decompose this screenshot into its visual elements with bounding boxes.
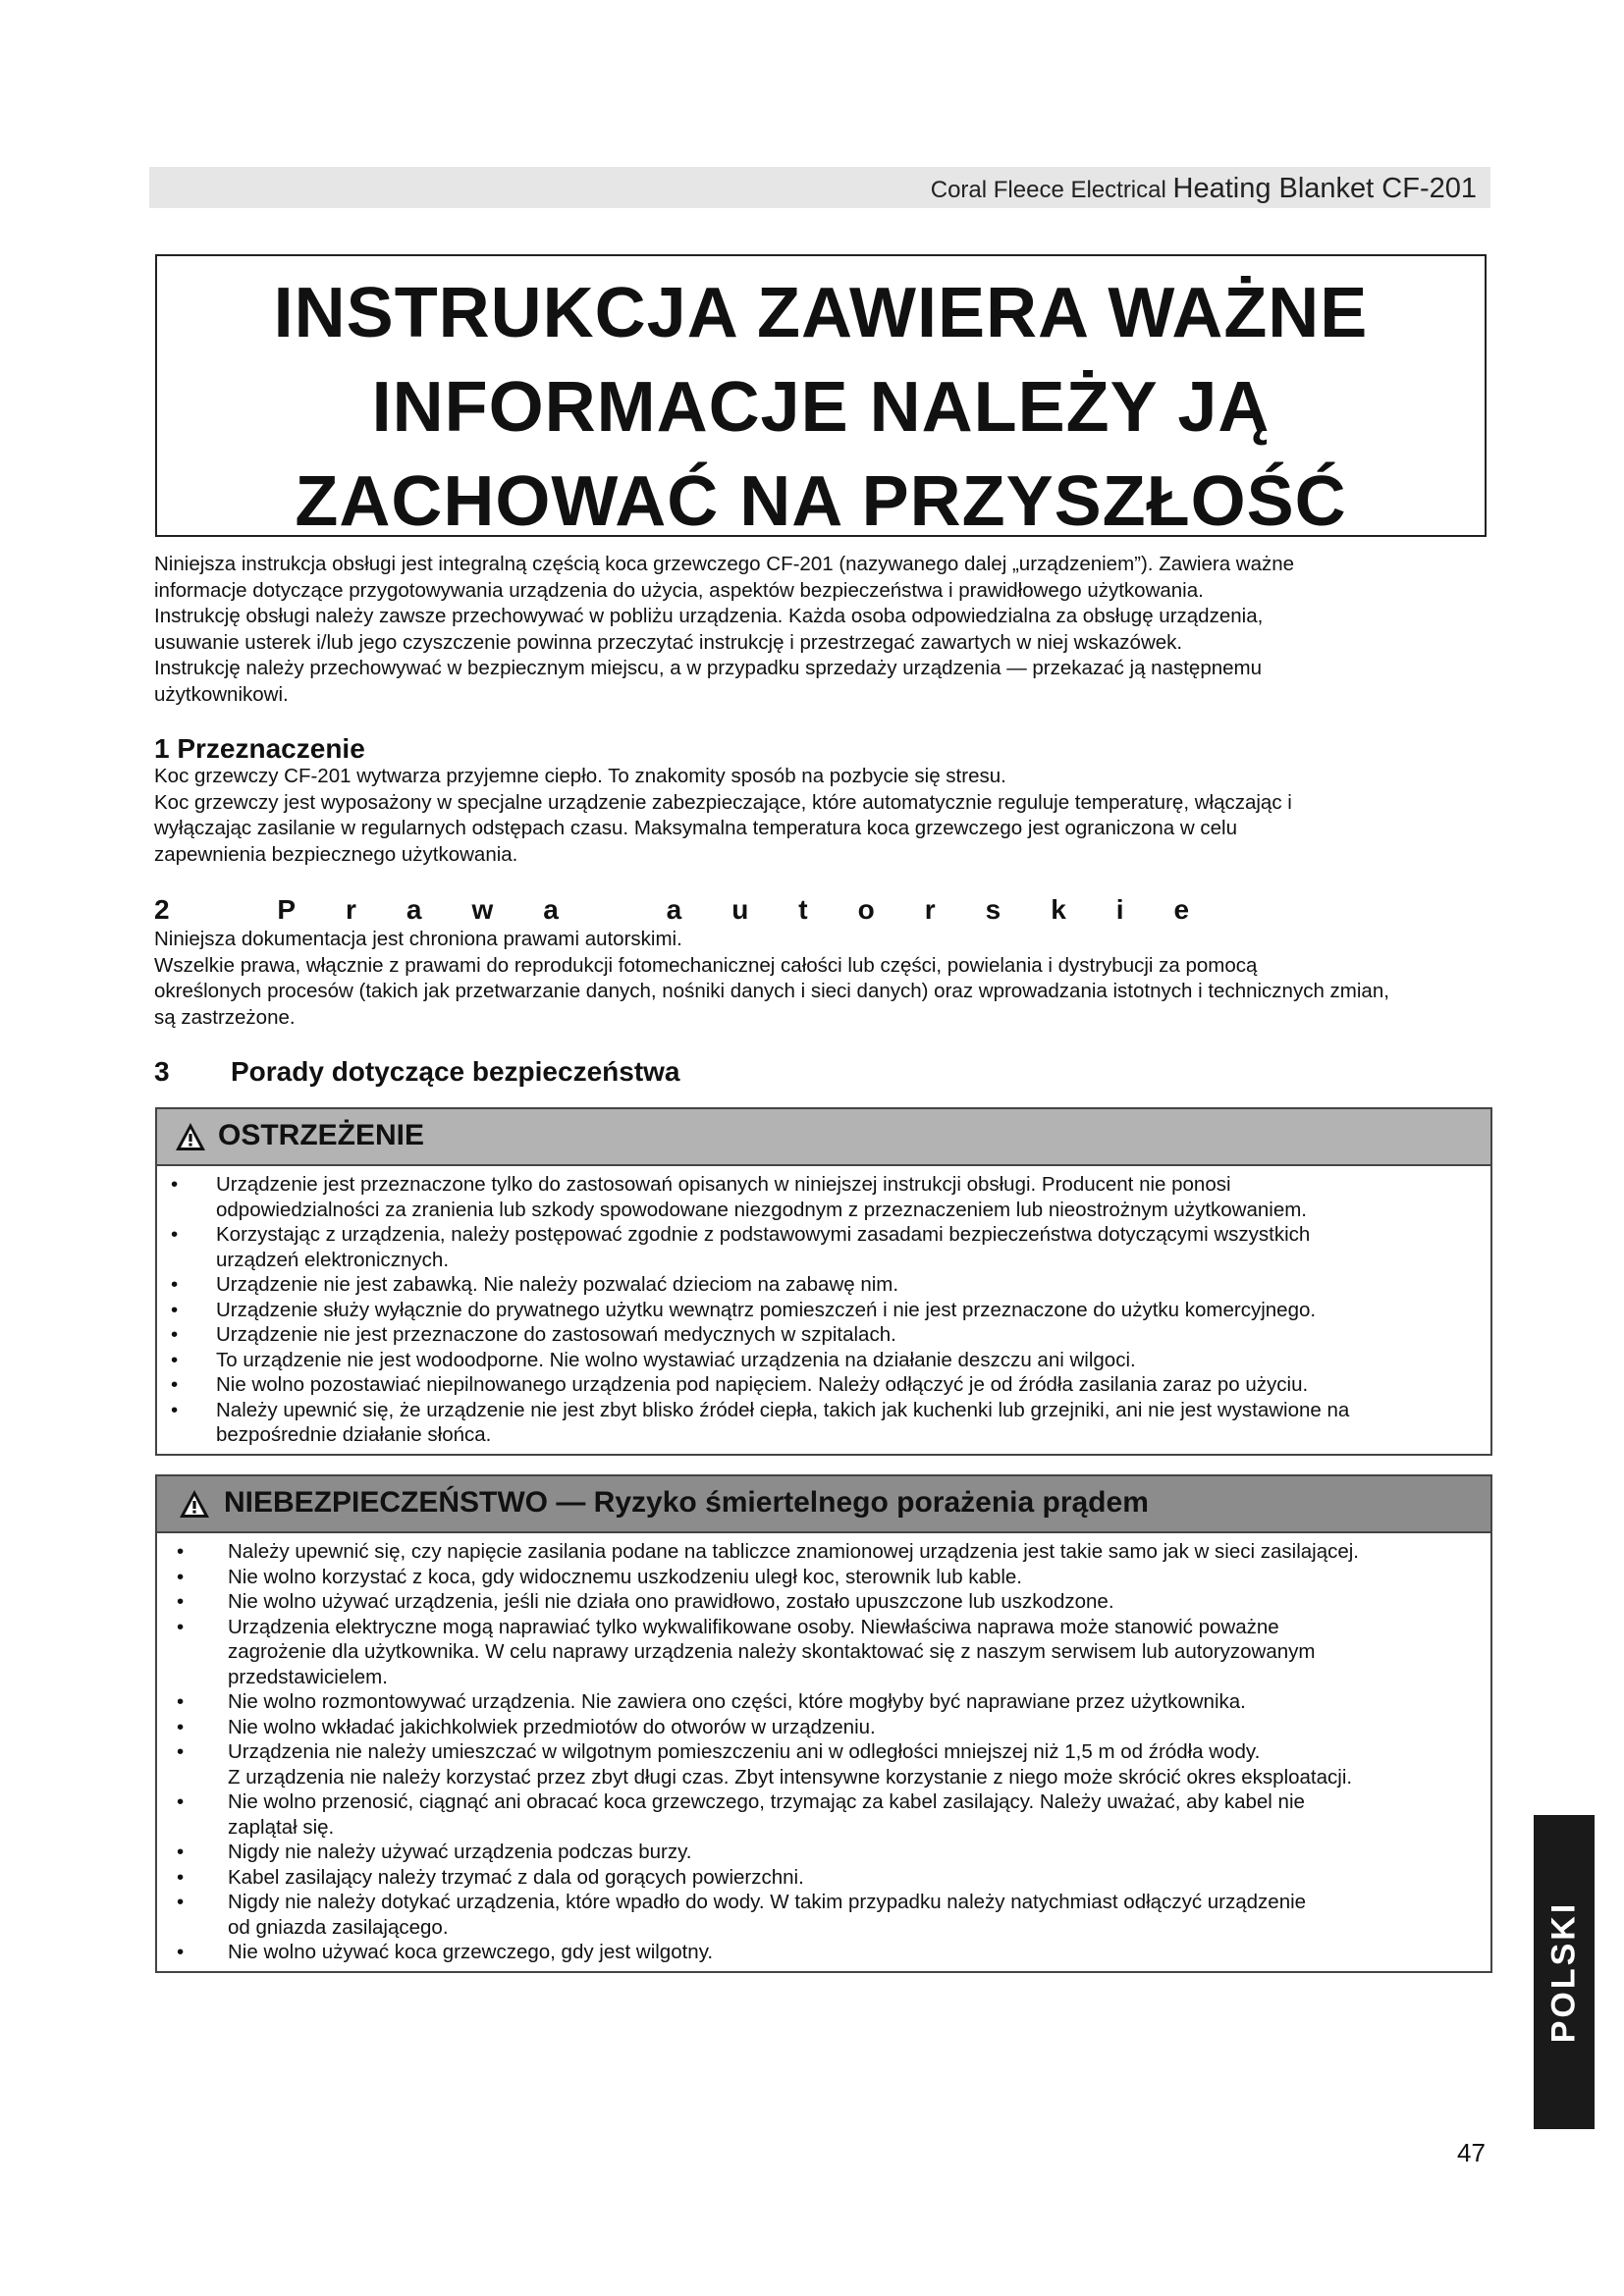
intro-line: usuwanie usterek i/lub jego czyszczenie powinna przeczytać instrukcję i przestrzegać zawartych w niej wskazówek. xyxy=(154,630,1183,654)
danger-title: NIEBEZPIECZEŃSTWO — Ryzyko śmiertelnego porażenia prądem xyxy=(224,1486,1149,1519)
section-3-heading xyxy=(154,1056,680,1088)
list-item xyxy=(157,1348,1477,1373)
list-item-line: • Urządzenia elektryczne mogą naprawiać tylko wykwalifikowane osoby. Niewłaściwa naprawa może stanowić poważne xyxy=(228,1615,1279,1638)
section-1-line: wyłączając zasilanie w regularnych odstępach czasu. Maksymalna temperatura koca grzewczego jest ograniczona w celu xyxy=(154,817,1237,839)
list-item-line: • Kabel zasilający należy trzymać z dala od gorących powierzchni. xyxy=(228,1865,804,1889)
list-item-line: • Należy upewnić się, że urządzenie nie jest zbyt blisko źródeł ciepła, takich jak kuchenki lub grzejniki, ani nie jest wystawione na xyxy=(216,1398,1350,1421)
title-line-2: INFORMACJE NALEŻY JĄ xyxy=(371,368,1271,447)
section-2-line: są zastrzeżone. xyxy=(154,1005,296,1029)
list-item xyxy=(157,1565,1477,1590)
list-item-line: zagrożenie dla użytkownika. W celu naprawy urządzenia należy skontaktować się z naszym serwisem lub autoryzowanym xyxy=(228,1640,1316,1663)
list-item-line: zaplątał się. xyxy=(228,1815,335,1839)
list-item xyxy=(157,1539,1477,1565)
header-bar xyxy=(149,167,1490,208)
list-item-line: • Nie wolno rozmontowywać urządzenia. Nie zawiera ono części, które mogłyby być naprawiane przez użytkownika. xyxy=(228,1690,1246,1713)
intro-paragraph xyxy=(154,552,1489,708)
list-item xyxy=(157,1865,1477,1891)
list-item-line: • Nie wolno przenosić, ciągnąć ani obracać koca grzewczego, trzymając za kabel zasilający. Należy uważać, aby kabel nie xyxy=(228,1790,1305,1813)
list-item xyxy=(157,1715,1477,1740)
intro-line: użytkownikowi. xyxy=(154,682,289,706)
product-name-small: Coral Fleece Electrical xyxy=(930,177,1166,203)
list-item-line: • Nigdy nie należy używać urządzenia podczas burzy. xyxy=(228,1841,692,1863)
list-item xyxy=(157,1298,1477,1323)
list-item xyxy=(157,1372,1477,1398)
warning-header xyxy=(157,1109,1490,1166)
list-item-line: • Nie wolno używać koca grzewczego, gdy jest wilgotny. xyxy=(228,1941,714,1963)
list-item xyxy=(157,1322,1477,1348)
section-1-line: zapewnienia bezpiecznego użytkowania. xyxy=(154,842,518,866)
warning-list xyxy=(157,1166,1490,1454)
section-1-line: Koc grzewczy CF-201 wytwarza przyjemne ciepło. To znakomity sposób na pozbycie się stresu. xyxy=(154,765,1006,787)
warning-triangle-icon xyxy=(175,1122,206,1151)
section-3-title: Porady dotyczące bezpieczeństwa xyxy=(231,1056,680,1087)
list-item-line: • Urządzenie służy wyłącznie do prywatnego użytku wewnątrz pomieszczeń i nie jest przeznaczone do użytku komercyjnego. xyxy=(216,1298,1317,1321)
page-number: 47 xyxy=(1457,2138,1486,2167)
danger-list xyxy=(157,1533,1490,1971)
section-2-line: określonych procesów (takich jak przetwarzanie danych, nośniki danych i sieci danych) oraz wprowadzania istotnych i technicznych zmian, xyxy=(154,980,1389,1002)
section-2-line: Wszelkie prawa, włącznie z prawami do reprodukcji fotomechanicznej całości lub części, powielania i dystrybucji za pomocą xyxy=(154,953,1258,977)
list-item-line: Z urządzenia nie należy korzystać przez zbyt długi czas. Zbyt intensywne korzystanie z niego może skrócić okres eksploatacji. xyxy=(228,1765,1353,1789)
list-item xyxy=(157,1615,1477,1690)
intro-line: Niniejsza instrukcja obsługi jest integralną częścią koca grzewczego CF-201 (nazywanego dalej „urządzeniem”). Zawiera ważne xyxy=(154,553,1295,575)
warning-title: OSTRZEŻENIE xyxy=(218,1119,425,1151)
list-item xyxy=(157,1172,1477,1222)
list-item-line: • To urządzenie nie jest wodoodporne. Nie wolno wystawiać urządzenia na działanie deszczu ani wilgoci. xyxy=(216,1348,1136,1371)
list-item xyxy=(157,1739,1477,1789)
list-item-line: • Nie wolno korzystać z koca, gdy widocznemu uszkodzeniu uległ koc, sterownik lub kable. xyxy=(228,1565,1022,1588)
section-1-line: Koc grzewczy jest wyposażony w specjalne urządzenie zabezpieczające, które automatycznie reguluje temperaturę, włączając i xyxy=(154,790,1292,814)
intro-line: informacje dotyczące przygotowywania urządzenia do użycia, aspektów bezpieczeństwa i prawidłowego użytkowania. xyxy=(154,578,1204,602)
list-item xyxy=(157,1398,1477,1448)
list-item-line: przedstawicielem. xyxy=(228,1665,388,1688)
list-item xyxy=(157,1840,1477,1865)
warning-triangle-icon xyxy=(179,1489,210,1519)
section-3-number: 3 xyxy=(154,1056,170,1087)
list-item xyxy=(157,1222,1477,1272)
list-item xyxy=(157,1272,1477,1298)
title-box xyxy=(155,254,1487,541)
list-item-line: • Korzystając z urządzenia, należy postępować zgodnie z podstawowymi zasadami bezpieczeństwa dotyczącymi wszystkich xyxy=(216,1223,1311,1246)
list-item-line: • Nigdy nie należy dotykać urządzenia, które wpadło do wody. W takim przypadku należy natychmiast odłączyć urządzenie xyxy=(228,1891,1307,1913)
language-tab xyxy=(1534,1815,1595,2129)
list-item xyxy=(157,1689,1477,1715)
list-item xyxy=(157,1890,1477,1940)
product-name-big: Heating Blanket CF-201 xyxy=(1172,173,1477,204)
title-line-1: INSTRUKCJA ZAWIERA WAŻNE xyxy=(273,274,1369,352)
section-2-heading: 2 Prawa autorskie xyxy=(154,894,1240,925)
list-item-line: • Nie wolno pozostawiać niepilnowanego urządzenia pod napięciem. Należy odłączyć je od źródła zasilania zaraz po użyciu. xyxy=(216,1373,1309,1396)
list-item xyxy=(157,1589,1477,1615)
warning-box xyxy=(155,1107,1492,1456)
danger-header xyxy=(157,1476,1490,1533)
danger-box xyxy=(155,1474,1492,1973)
list-item-line: urządzeń elektronicznych. xyxy=(216,1248,450,1271)
list-item-line: odpowiedzialności za zranienia lub szkody spowodowane niezgodnym z przeznaczeniem lub nieostrożnym użytkowaniem. xyxy=(216,1198,1308,1221)
list-item-line: • Nie wolno używać urządzenia, jeśli nie działa ono prawidłowo, zostało upuszczone lub uszkodzone. xyxy=(228,1590,1114,1613)
language-tab-label: POLSKI xyxy=(1544,1900,1583,2044)
list-item xyxy=(157,1940,1477,1965)
list-item-line: • Urządzenia nie należy umieszczać w wilgotnym pomieszczeniu ani w odległości mniejszej niż 1,5 m od źródła wody. xyxy=(228,1740,1261,1763)
product-name xyxy=(931,173,1477,205)
section-2-paragraph xyxy=(154,927,1489,1031)
list-item-line: • Urządzenie jest przeznaczone tylko do zastosowań opisanych w niniejszej instrukcji obsługi. Producent nie ponosi xyxy=(216,1173,1231,1196)
section-1-heading: 1 Przeznaczenie xyxy=(154,733,365,764)
section-2-line: Niniejsza dokumentacja jest chroniona prawami autorskimi. xyxy=(154,928,682,950)
title-line-3: ZACHOWAĆ NA PRZYSZŁOŚĆ xyxy=(295,462,1347,541)
list-item-line: • Należy upewnić się, czy napięcie zasilania podane na tabliczce znamionowej urządzenia jest takie samo jak w sieci zasilającej. xyxy=(228,1540,1360,1563)
list-item-line: • Nie wolno wkładać jakichkolwiek przedmiotów do otworów w urządzeniu. xyxy=(228,1715,876,1738)
list-item-line: bezpośrednie działanie słońca. xyxy=(216,1423,492,1446)
list-item-line: od gniazda zasilającego. xyxy=(228,1915,449,1939)
list-item xyxy=(157,1789,1477,1840)
list-item-line: • Urządzenie nie jest zabawką. Nie należy pozwalać dzieciom na zabawę nim. xyxy=(216,1273,899,1296)
intro-line: Instrukcję należy przechowywać w bezpiecznym miejscu, a w przypadku sprzedaży urządzenia — przekazać ją następnemu xyxy=(154,657,1263,679)
section-1-paragraph xyxy=(154,764,1489,868)
intro-line: Instrukcję obsługi należy zawsze przechowywać w pobliżu urządzenia. Każda osoba odpowiedzialna za obsługę urządzenia, xyxy=(154,605,1264,627)
list-item-line: • Urządzenie nie jest przeznaczone do zastosowań medycznych w szpitalach. xyxy=(216,1323,896,1346)
